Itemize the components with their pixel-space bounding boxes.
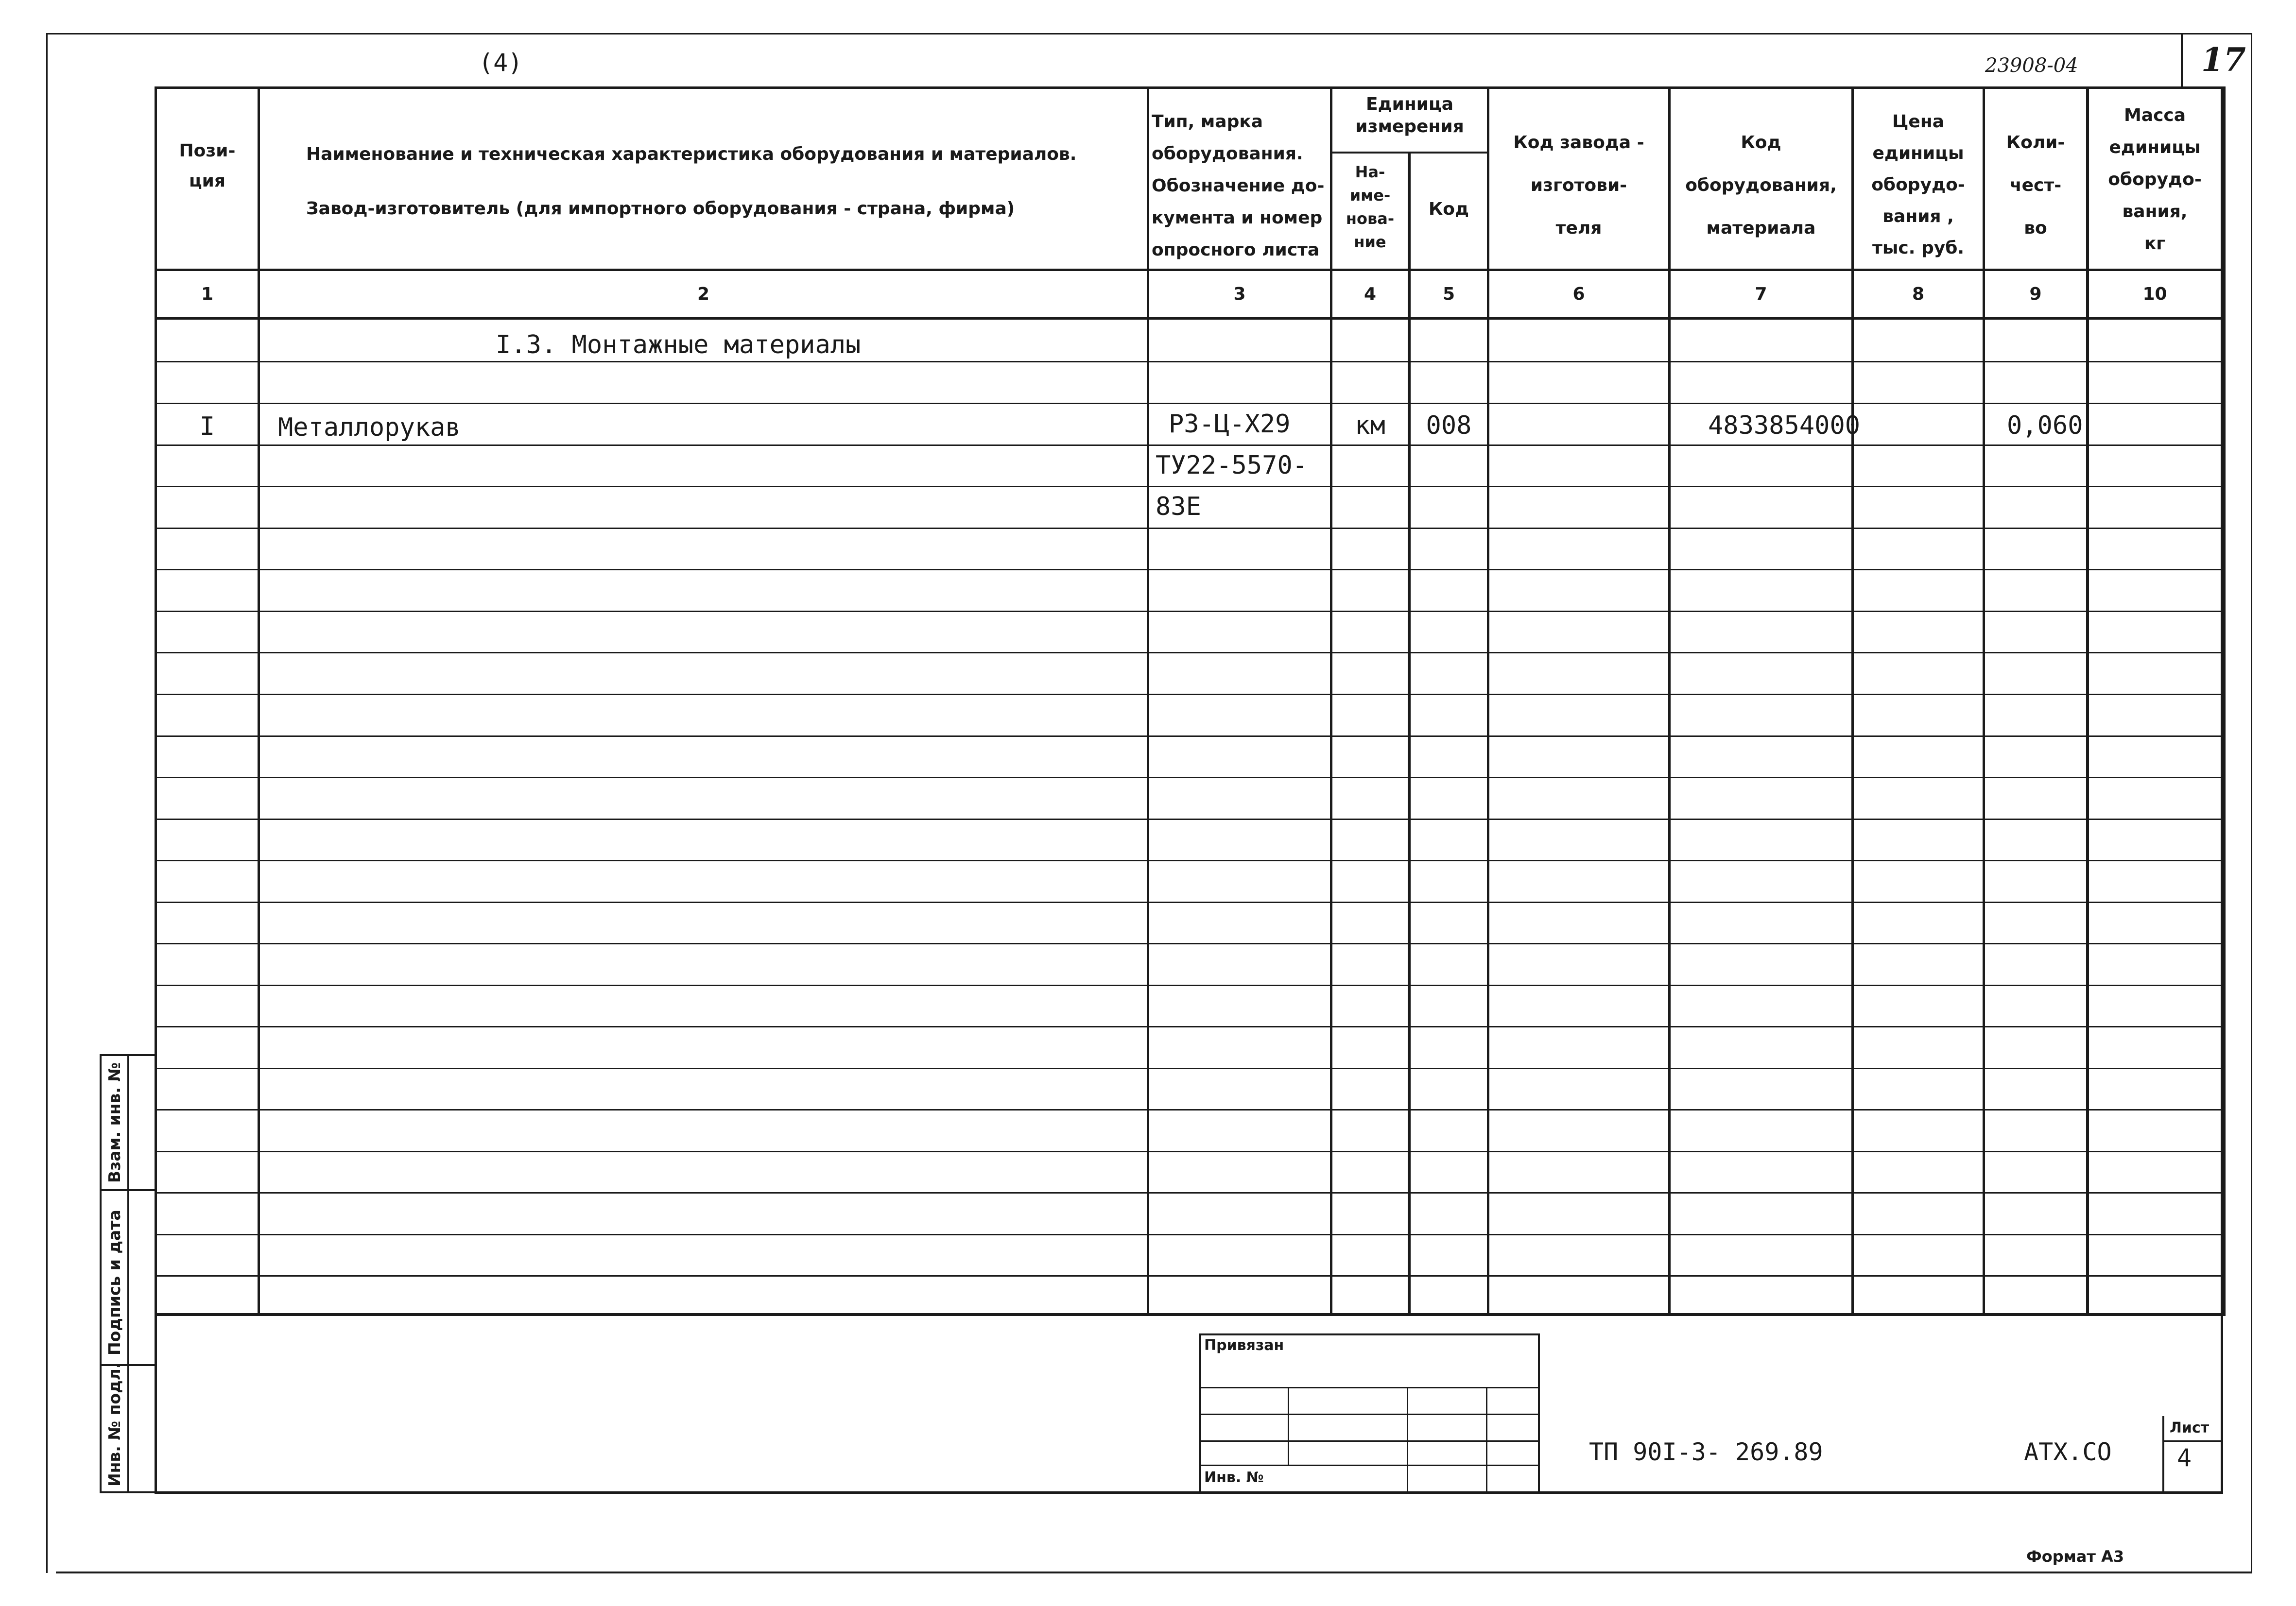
- sheet-box-left: [2162, 1416, 2164, 1491]
- project-code: ТП 90I-3- 269.89: [1589, 1438, 1823, 1466]
- outer-frame-left: [46, 33, 48, 1573]
- unit-group-divider: [1330, 152, 1487, 154]
- format-label: Формат А3: [2026, 1547, 2124, 1566]
- page-number: 17: [2201, 41, 2246, 79]
- row-line: [155, 486, 2226, 487]
- table-top-line: [155, 86, 2226, 89]
- row-name: Металлорукав: [278, 413, 461, 442]
- tb-bottom-line: [155, 1491, 2223, 1494]
- row-line: [155, 943, 2226, 944]
- row-unit-name: км: [1355, 411, 1385, 440]
- row-line: [155, 1234, 2226, 1235]
- bind-box-h2: [1199, 1414, 1539, 1415]
- outer-frame-top: [46, 33, 2252, 34]
- side-stamp-div-1: [100, 1189, 157, 1191]
- side-stamp-mid: [127, 1054, 129, 1493]
- colnum-bottom-line: [155, 317, 2226, 320]
- row-line: [155, 902, 2226, 903]
- row-line: [155, 1068, 2226, 1069]
- header-mass: Масса единицы оборудо- вания, кг: [2108, 105, 2202, 254]
- header-factory-code: Код завода - изготови- теля: [1513, 133, 1644, 238]
- bind-box-left: [1199, 1333, 1201, 1491]
- row-line: [155, 652, 2226, 653]
- side-sign-date: Подпись и дата: [105, 1210, 124, 1355]
- row-line: [155, 1192, 2226, 1194]
- vline-far-right: [2223, 86, 2226, 1316]
- row-line: [155, 1109, 2226, 1111]
- row-line: [155, 611, 2226, 612]
- side-stamp-top: [100, 1054, 157, 1056]
- row-line: [155, 444, 2226, 446]
- bind-box-v2: [1407, 1387, 1408, 1491]
- row-line: [155, 735, 2226, 737]
- row-unit-code: 008: [1426, 411, 1472, 440]
- side-inv-orig: Инв. № подл.: [105, 1362, 124, 1486]
- row-line: [155, 985, 2226, 986]
- colnum-5: 5: [1442, 284, 1455, 304]
- colnum-10: 10: [2142, 284, 2167, 304]
- sheet-value: 4: [2177, 1444, 2192, 1472]
- colnum-6: 6: [1572, 284, 1585, 304]
- header-position: Пози- ция: [179, 141, 236, 191]
- colnum-2: 2: [697, 284, 710, 304]
- side-stamp-left: [100, 1054, 102, 1493]
- page-number-divider: [2181, 34, 2183, 86]
- bind-box-v1: [1288, 1387, 1289, 1465]
- colnum-1: 1: [201, 284, 214, 304]
- doc-number: 23908-04: [1985, 54, 2078, 77]
- bind-box-right: [1538, 1333, 1540, 1491]
- row-line: [155, 860, 2226, 861]
- vline-4: [1408, 153, 1411, 1316]
- row-line: [155, 819, 2226, 820]
- row-line: [155, 1275, 2226, 1277]
- header-unit-name: На- име- нова- ние: [1346, 163, 1395, 251]
- inv-label: Инв. №: [1204, 1469, 1264, 1486]
- header-quantity: Коли- чест- во: [2006, 133, 2065, 238]
- bind-box-h3: [1199, 1440, 1539, 1442]
- row-line: [155, 694, 2226, 695]
- header-unit-code: Код: [1428, 199, 1469, 219]
- row-line: [155, 1151, 2226, 1152]
- section-title: I.3. Монтажные материалы: [496, 330, 861, 359]
- sheet-code: АТХ.СО: [2024, 1438, 2112, 1466]
- colnum-7: 7: [1755, 284, 1767, 304]
- colnum-8: 8: [1912, 284, 1925, 304]
- side-stamp-bottom: [100, 1491, 157, 1493]
- bind-box-h4: [1199, 1465, 1539, 1466]
- bind-box-h1: [1199, 1387, 1539, 1388]
- row-type-line-1: Р3-Ц-Х29: [1169, 410, 1291, 439]
- row-line: [155, 528, 2226, 529]
- row-line: [155, 403, 2226, 404]
- row-equipment-code: 4833854000: [1708, 411, 1861, 440]
- row-type-line-2: ТУ22-5570-: [1156, 451, 1308, 480]
- row-line: [155, 1026, 2226, 1027]
- row-line: [155, 361, 2226, 362]
- row-line: [155, 777, 2226, 778]
- bind-box-top: [1199, 1333, 1539, 1335]
- sheet-label: Лист: [2170, 1419, 2210, 1436]
- bind-box-v3: [1486, 1387, 1487, 1491]
- header-price: Цена единицы оборудо- вания , тыс. руб.: [1871, 112, 1965, 258]
- outer-frame-right: [2251, 33, 2252, 1573]
- colnum-4: 4: [1364, 284, 1377, 304]
- colnum-9: 9: [2029, 284, 2042, 304]
- colnum-3: 3: [1233, 284, 1246, 304]
- header-equipment-code: Код оборудования, материала: [1685, 133, 1837, 238]
- row-quantity: 0,060: [2007, 411, 2083, 440]
- header-name: Наименование и техническая характеристика оборудования и материалов. Завод-изготовитель (для импортного оборудования - страна, фирма): [306, 144, 1077, 219]
- row-position: I: [199, 412, 215, 441]
- table-bottom-line: [155, 1313, 2226, 1316]
- row-line: [155, 569, 2226, 570]
- sheet-mark: (4): [479, 49, 523, 77]
- row-type-line-3: 83Е: [1156, 492, 1201, 521]
- side-replace-inv: Взам. инв. №: [105, 1062, 124, 1183]
- sheet-box-mid: [2162, 1440, 2223, 1442]
- outer-frame-bottom: [56, 1572, 2252, 1573]
- header-type: Тип, марка оборудования. Обозначение до- кумента и номер опросного листа: [1152, 112, 1325, 260]
- header-unit-group: Единица измерения: [1355, 94, 1464, 137]
- bound-label: Привязан: [1204, 1337, 1284, 1354]
